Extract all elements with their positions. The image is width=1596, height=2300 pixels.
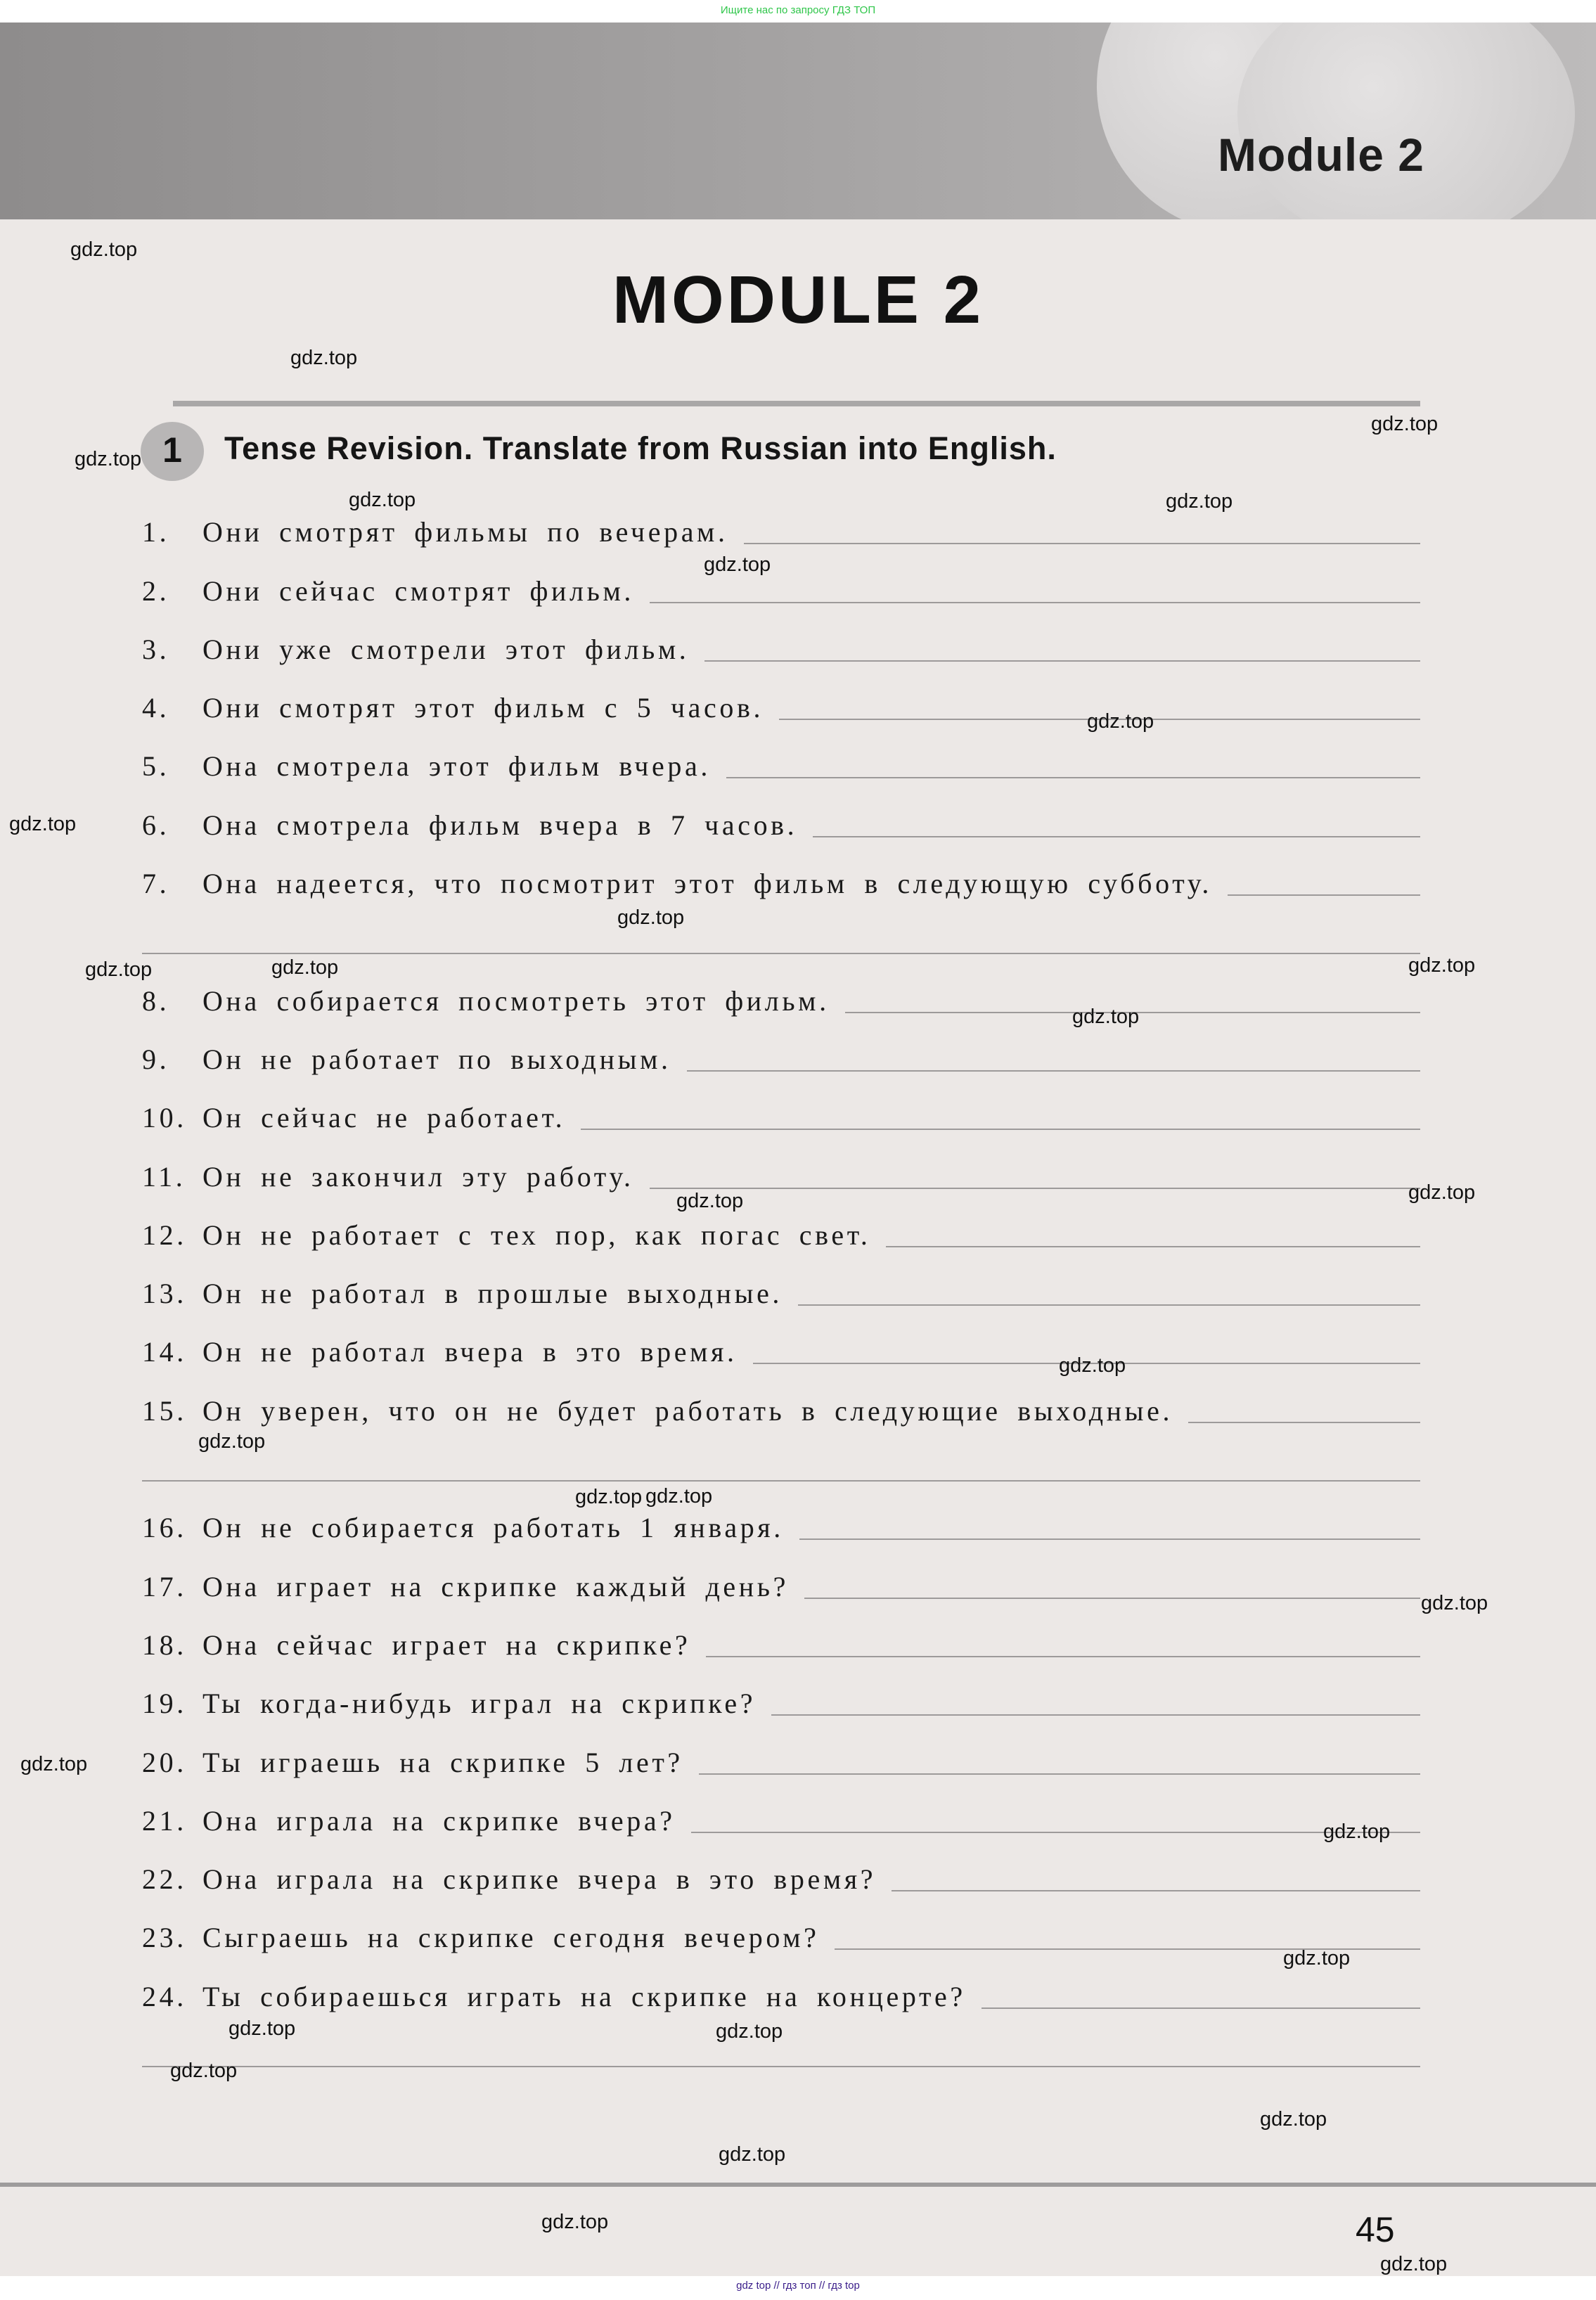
item-text: Он уверен, что он не будет работать в следующие выходные.	[202, 1394, 1173, 1427]
answer-line[interactable]	[804, 1598, 1420, 1599]
list-item	[142, 849, 1420, 907]
item-number: 13.	[142, 1278, 187, 1310]
exercise-number: 1	[141, 422, 204, 481]
textbook-page	[0, 23, 1596, 2276]
watermark: gdz.top	[349, 489, 416, 511]
item-text: Она смотрела этот фильм вчера.	[202, 750, 711, 783]
item-text: Он не закончил эту работу.	[202, 1160, 634, 1193]
item-text: Он не работает по выходным.	[202, 1043, 671, 1075]
answer-line[interactable]	[142, 2066, 1420, 2067]
footer-rule	[0, 2183, 1596, 2187]
list-item	[142, 1610, 1420, 1669]
decorative-blob	[1237, 23, 1575, 219]
item-text: Она играет на скрипке каждый день?	[202, 1570, 789, 1602]
list-item	[142, 615, 1420, 673]
item-text: Они сейчас смотрят фильм.	[202, 574, 634, 607]
list-item	[142, 1024, 1420, 1083]
answer-line[interactable]	[771, 1714, 1420, 1716]
watermark: gdz.top	[1408, 1181, 1476, 1204]
item-number: 7.	[142, 868, 170, 900]
answer-line[interactable]	[813, 836, 1420, 837]
list-item	[142, 1141, 1420, 1200]
answer-line[interactable]	[886, 1246, 1420, 1247]
list-item	[142, 1961, 1420, 2019]
item-number: 2.	[142, 574, 170, 607]
exercise-rule	[173, 401, 1420, 406]
list-item	[142, 1551, 1420, 1610]
answer-line[interactable]	[142, 953, 1420, 954]
list-item	[142, 1083, 1420, 1141]
header-band	[0, 23, 1596, 219]
list-item	[142, 1844, 1420, 1903]
watermark: gdz.top	[704, 553, 771, 576]
item-text: Они уже смотрели этот фильм.	[202, 633, 690, 665]
list-item	[142, 1375, 1420, 1434]
item-text: Она смотрела фильм вчера в 7 часов.	[202, 809, 798, 841]
answer-line[interactable]	[691, 1832, 1420, 1833]
watermark: gdz.top	[198, 1430, 266, 1453]
module-label: Module 2	[1218, 129, 1425, 181]
item-number: 23.	[142, 1922, 187, 1954]
item-text: Они смотрят этот фильм с 5 часов.	[202, 692, 764, 724]
item-text: Он сейчас не работает.	[202, 1102, 566, 1134]
list-item-continuation	[142, 1434, 1420, 1493]
item-number: 9.	[142, 1043, 170, 1075]
watermark: gdz.top	[617, 906, 685, 929]
watermark: gdz.top	[1371, 413, 1439, 435]
list-item	[142, 1786, 1420, 1844]
list-item	[142, 731, 1420, 790]
watermark: gdz.top	[1323, 1820, 1391, 1843]
list-item	[142, 673, 1420, 731]
item-text: Она играла на скрипке вчера в это время?	[202, 1863, 877, 1896]
watermark: gdz.top	[1072, 1006, 1140, 1028]
item-text: Ты играешь на скрипке 5 лет?	[202, 1746, 683, 1778]
answer-line[interactable]	[799, 1538, 1420, 1540]
item-number: 12.	[142, 1219, 187, 1251]
item-number: 17.	[142, 1570, 187, 1602]
item-number: 18.	[142, 1628, 187, 1661]
watermark: gdz.top	[9, 813, 77, 835]
watermark: gdz.top	[271, 956, 339, 979]
search-hint-banner: Ищите нас по запросу ГДЗ ТОП	[720, 4, 876, 16]
item-text: Он не собирается работать 1 января.	[202, 1512, 784, 1544]
answer-line[interactable]	[982, 2007, 1420, 2009]
watermark: gdz.top	[1059, 1354, 1126, 1377]
list-item	[142, 790, 1420, 848]
item-text: Они смотрят фильмы по вечерам.	[202, 516, 728, 548]
item-number: 8.	[142, 984, 170, 1017]
item-number: 4.	[142, 692, 170, 724]
item-number: 3.	[142, 633, 170, 665]
page-title: MODULE 2	[612, 262, 984, 338]
answer-line[interactable]	[142, 1480, 1420, 1482]
watermark: gdz.top	[645, 1485, 713, 1508]
exercise-items	[142, 497, 1420, 2079]
answer-line[interactable]	[798, 1304, 1420, 1306]
list-item	[142, 1317, 1420, 1375]
item-text: Он не работал вчера в это время.	[202, 1336, 738, 1368]
watermark: gdz.top	[716, 2020, 783, 2043]
answer-line[interactable]	[687, 1070, 1420, 1072]
watermark: gdz.top	[575, 1486, 643, 1508]
watermark: gdz.top	[1166, 490, 1233, 513]
watermark: gdz.top	[85, 958, 153, 981]
watermark: gdz.top	[229, 2017, 296, 2040]
item-number: 14.	[142, 1336, 187, 1368]
exercise-instruction: Tense Revision. Translate from Russian into English.	[224, 430, 1057, 466]
item-text: Ты собираешься играть на скрипке на концерте?	[202, 1980, 966, 2012]
watermark: gdz.top	[1283, 1947, 1351, 1970]
watermark: gdz.top	[676, 1190, 744, 1212]
item-text: Она сейчас играет на скрипке?	[202, 1628, 691, 1661]
item-number: 6.	[142, 809, 170, 841]
watermark: gdz.top	[1408, 954, 1476, 977]
item-number: 20.	[142, 1746, 187, 1778]
list-item	[142, 1259, 1420, 1317]
answer-line[interactable]	[1228, 894, 1420, 896]
watermark: gdz.top	[541, 2211, 609, 2233]
watermark: gdz.top	[20, 1753, 88, 1775]
item-number: 10.	[142, 1102, 187, 1134]
item-text: Ты когда-нибудь играл на скрипке?	[202, 1688, 757, 1720]
item-number: 21.	[142, 1804, 187, 1837]
item-number: 19.	[142, 1688, 187, 1720]
item-text: Он не работал в прошлые выходные.	[202, 1278, 783, 1310]
answer-line[interactable]	[892, 1890, 1420, 1891]
item-number: 1.	[142, 516, 170, 548]
item-text: Сыграешь на скрипке сегодня вечером?	[202, 1922, 820, 1954]
answer-line[interactable]	[650, 1188, 1420, 1189]
list-item	[142, 555, 1420, 614]
watermark: gdz.top	[719, 2143, 786, 2166]
watermark: gdz.top	[290, 347, 358, 369]
answer-line[interactable]	[744, 543, 1420, 544]
list-item	[142, 1200, 1420, 1259]
answer-line[interactable]	[1188, 1422, 1420, 1423]
item-number: 15.	[142, 1394, 187, 1427]
list-item	[142, 1493, 1420, 1551]
bottom-note: gdz top // гдз топ // гдз top	[736, 2280, 860, 2292]
answer-line[interactable]	[704, 660, 1420, 662]
item-text: Он не работает с тех пор, как погас свет.	[202, 1219, 871, 1251]
list-item	[142, 1727, 1420, 1785]
item-number: 5.	[142, 750, 170, 783]
item-text: Она надеется, что посмотрит этот фильм в следующую субботу.	[202, 868, 1212, 900]
item-text: Она собирается посмотреть этот фильм.	[202, 984, 830, 1017]
watermark: gdz.top	[1087, 710, 1154, 733]
page-number: 45	[1356, 2210, 1395, 2249]
answer-line[interactable]	[706, 1656, 1420, 1657]
watermark: gdz.top	[170, 2060, 238, 2082]
item-text: Она играла на скрипке вчера?	[202, 1804, 676, 1837]
answer-line[interactable]	[699, 1773, 1420, 1775]
item-number: 11.	[142, 1160, 186, 1193]
list-item	[142, 1903, 1420, 1961]
item-number: 16.	[142, 1512, 187, 1544]
item-number: 22.	[142, 1863, 187, 1896]
answer-line[interactable]	[726, 777, 1420, 778]
answer-line[interactable]	[581, 1129, 1420, 1130]
watermark: gdz.top	[1380, 2253, 1448, 2275]
item-number: 24.	[142, 1980, 187, 2012]
list-item	[142, 1669, 1420, 1727]
watermark: gdz.top	[1260, 2108, 1327, 2131]
watermark: gdz.top	[75, 448, 142, 470]
watermark: gdz.top	[70, 238, 138, 261]
watermark: gdz.top	[1421, 1592, 1488, 1614]
answer-line[interactable]	[650, 602, 1420, 603]
